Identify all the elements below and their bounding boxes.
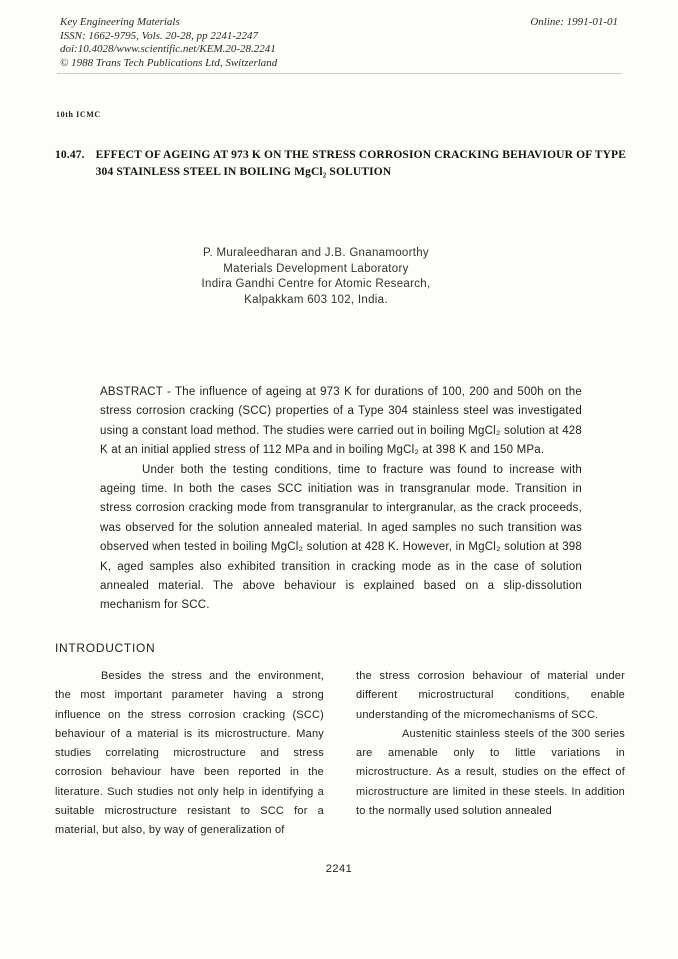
abstract-section — [100, 383, 582, 616]
author-address: Kalpakkam 603 102, India. — [244, 293, 388, 306]
left-column — [55, 667, 324, 841]
introduction-heading: INTRODUCTION — [55, 641, 156, 655]
intro-left-paragraph: Besides the stress and the environment, the most important parameter having a strong influence on the stress corrosion cracking (SCC) behaviour of a material is its microstructure. Many studies correlating microstructure and stress corrosion behaviour have been reported in the literature. Such studies not only help in identifying a suitable microstructure resistant to SCC for a material, but also, by way of generalization of — [55, 670, 324, 837]
journal-copyright: © 1988 Trans Tech Publications Ltd, Switzerland — [60, 56, 278, 69]
author-block — [55, 246, 577, 308]
intro-right-paragraph-1: the stress corrosion behaviour of material under different microstructural conditions, enable understanding of the micromechanisms of SCC. — [356, 670, 625, 721]
abstract-paragraph-2: Under both the testing conditions, time to fracture was found to increase with ageing time. In both the cases SCC initiation was in transgranular mode. Transition in stress corrosion cracking mode from transgranular to intergranular, as the crack proceeds, was observed for the solution annealed material. In aged samples no such transition was observed when tested in boiling MgCl₂ solution at 428 K. However, in MgCl₂ solution at 398 K, aged samples also exhibited transition in cracking mode as in the case of solution annealed material. The above behaviour is explained based on a slip-dissolution mechanism for SCC. — [100, 463, 582, 612]
abstract-paragraph-1: ABSTRACT - The influence of ageing at 973 K for durations of 100, 200 and 500h on the stress corrosion cracking (SCC) properties of a Type 304 stainless steel was investigated using a constant load method. The studies were carried out in boiling MgCl₂ solution at 428 K at an initial applied stress of 112 MPa and in boiling MgCl₂ at 398 K and 150 MPa. — [100, 386, 582, 457]
paper-title-number: 10.47. — [55, 149, 85, 161]
journal-issn: ISSN: 1662-9795, Vols. 20-28, pp 2241-2247 — [60, 29, 258, 42]
author-institute: Indira Gandhi Centre for Atomic Research, — [201, 278, 431, 290]
paper-title — [55, 147, 631, 180]
right-column — [356, 667, 625, 841]
page-number: 2241 — [325, 863, 353, 875]
conference-tag: 10th ICMC — [56, 110, 101, 119]
paper-title-text: EFFECT OF AGEING AT 973 K ON THE STRESS CORROSION CRACKING BEHAVIOUR OF TYPE 304 STAINLESS STEEL IN BOILING MgCl₂ SOLUTION — [95, 149, 627, 178]
journal-title: Key Engineering Materials — [60, 16, 180, 28]
header-divider — [57, 73, 622, 74]
journal-header — [60, 16, 277, 70]
two-column-body — [55, 667, 625, 841]
journal-doi: doi:10.4028/www.scientific.net/KEM.20-28.2241 — [60, 43, 276, 55]
author-laboratory: Materials Development Laboratory — [223, 262, 409, 275]
online-date: Online: 1991-01-01 — [530, 16, 618, 28]
intro-right-paragraph-2: Austenitic stainless steels of the 300 series are amenable only to little variations in microstructure. As a result, studies on the effect of microstructure are limited in these steels. In addition to the normally used solution annealed — [356, 727, 625, 818]
author-names: P. Muraleedharan and J.B. Gnanamoorthy — [203, 247, 429, 259]
